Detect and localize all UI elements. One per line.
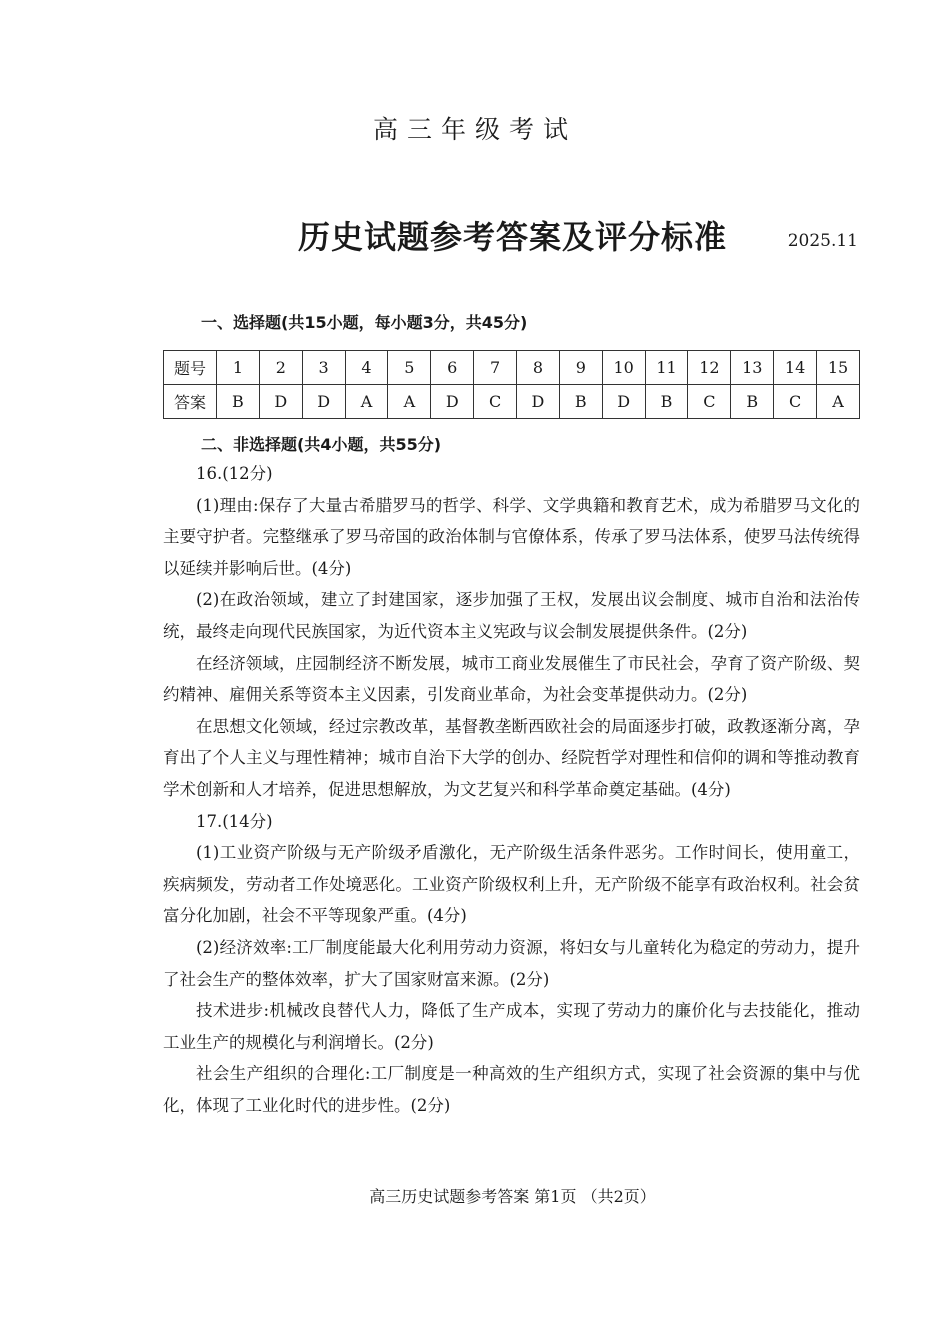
table-cell: D <box>517 385 560 419</box>
table-cell: 10 <box>602 351 645 385</box>
table-cell: 8 <box>517 351 560 385</box>
answer-paragraph: (1)理由:保存了大量古希腊罗马的哲学、科学、文学典籍和教育艺术，成为希腊罗马文化的主要守护者。完整继承了罗马帝国的政治体制与官僚体系，传承了罗马法体系，使罗马法传统得以延续并影响后世。(4分) <box>163 495 860 578</box>
table-cell: 12 <box>688 351 731 385</box>
table-cell: C <box>474 385 517 419</box>
table-cell: A <box>817 385 860 419</box>
exam-date: 2025.11 <box>787 231 858 251</box>
question-heading: 16.(12分) <box>196 464 273 483</box>
table-cell: 5 <box>388 351 431 385</box>
table-cell: A <box>388 385 431 419</box>
table-cell: A <box>345 385 388 419</box>
table-cell: 3 <box>302 351 345 385</box>
answer-table <box>163 350 860 419</box>
answer-row <box>164 385 860 419</box>
main-title: 历史试题参考答案及评分标准 <box>297 218 727 256</box>
table-cell: B <box>731 385 774 419</box>
table-cell: B <box>645 385 688 419</box>
table-cell: 2 <box>259 351 302 385</box>
table-cell: D <box>431 385 474 419</box>
table-cell: D <box>602 385 645 419</box>
table-cell: 6 <box>431 351 474 385</box>
table-cell: 11 <box>645 351 688 385</box>
answer-paragraph: (2)在政治领域，建立了封建国家，逐步加强了王权，发展出议会制度、城市自治和法治传统，最终走向现代民族国家，为近代资本主义宪政与议会制发展提供条件。(2分) <box>163 590 860 641</box>
answer-paragraph: 技术进步:机械改良替代人力，降低了生产成本，实现了劳动力的廉价化与去技能化，推动工业生产的规模化与利润增长。(2分) <box>163 1001 860 1052</box>
table-cell: 13 <box>731 351 774 385</box>
answer-paragraph: 在经济领域，庄园制经济不断发展，城市工商业发展催生了市民社会，孕育了资产阶级、契约精神、雇佣关系等资本主义因素，引发商业革命，为社会变革提供动力。(2分) <box>163 653 860 705</box>
answer-paragraph: 社会生产组织的合理化:工厂制度是一种高效的生产组织方式，实现了社会资源的集中与优化，体现了工业化时代的进步性。(2分) <box>163 1064 860 1115</box>
table-cell: D <box>302 385 345 419</box>
section1-heading: 一、选择题(共15小题，每小题3分，共45分) <box>201 313 528 332</box>
row-label-number: 题号 <box>164 351 217 385</box>
table-cell: B <box>217 385 260 419</box>
table-cell: 1 <box>217 351 260 385</box>
table-cell: 14 <box>774 351 817 385</box>
table-cell: 7 <box>474 351 517 385</box>
question-number-row <box>164 351 860 385</box>
row-label-answer: 答案 <box>164 385 217 419</box>
table-cell: C <box>688 385 731 419</box>
page-footer: 高三历史试题参考答案 第1页 （共2页） <box>369 1187 656 1206</box>
table-cell: B <box>559 385 602 419</box>
answer-body <box>163 458 860 1121</box>
table-cell: 4 <box>345 351 388 385</box>
table-cell: 15 <box>817 351 860 385</box>
grade-title: 高三年级考试 <box>372 115 577 144</box>
section2-heading: 二、非选择题(共4小题，共55分) <box>201 435 442 454</box>
table-cell: D <box>259 385 302 419</box>
answer-paragraph: (2)经济效率:工厂制度能最大化利用劳动力资源，将妇女与儿童转化为稳定的劳动力，提升了社会生产的整体效率，扩大了国家财富来源。(2分) <box>163 937 860 989</box>
question-heading: 17.(14分) <box>196 811 273 831</box>
answer-paragraph: 在思想文化领域，经过宗教改革，基督教垄断西欧社会的局面逐步打破，政教逐渐分离，孕育出了个人主义与理性精神；城市自治下大学的创办、经院哲学对理性和信仰的调和等推动教育学术创新和人才培养，促进思想解放，为文艺复兴和科学革命奠定基础。(4分) <box>163 716 860 799</box>
table-cell: 9 <box>559 351 602 385</box>
table-cell: C <box>774 385 817 419</box>
answer-paragraph: (1)工业资产阶级与无产阶级矛盾激化，无产阶级生活条件恶劣。工作时间长，使用童工，疾病频发，劳动者工作处境恶化。工业资产阶级权利上升，无产阶级不能享有政治权利。社会贫富分化加剧，社会不平等现象严重。(4分) <box>163 843 860 926</box>
